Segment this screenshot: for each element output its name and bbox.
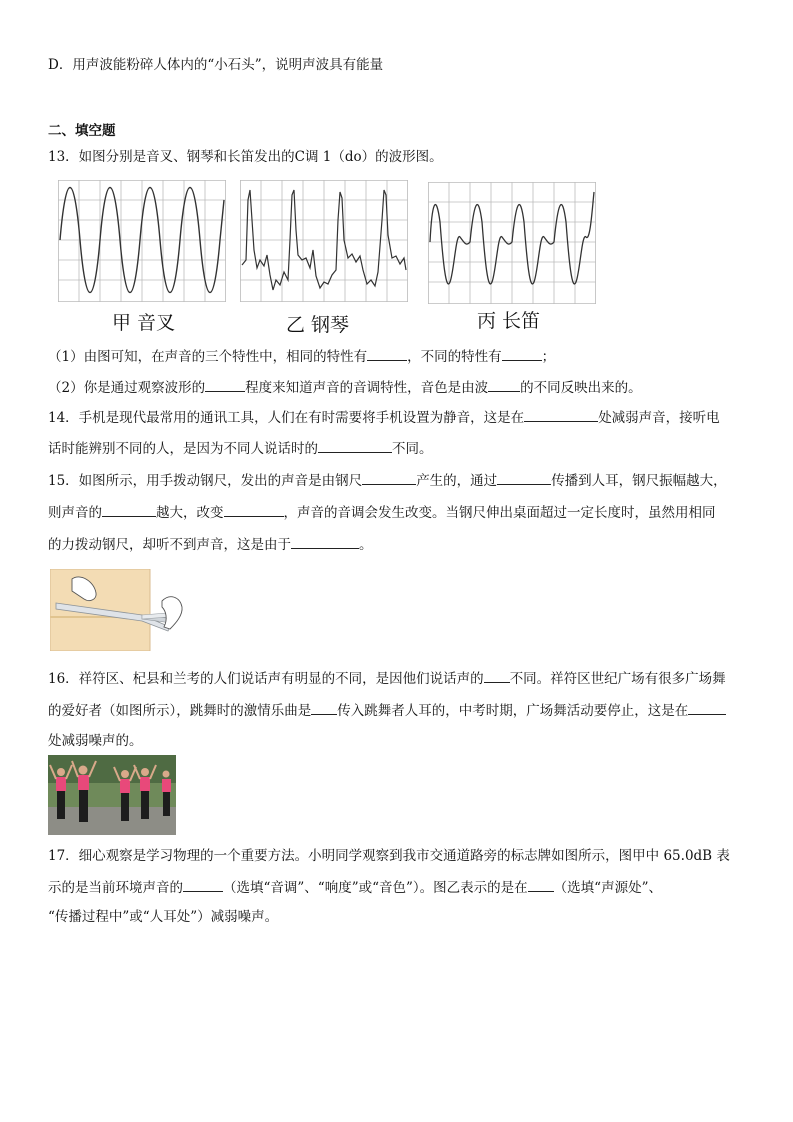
q15-line3: 的力拨动钢尺，却听不到声音，这是由于 。: [48, 534, 373, 555]
q15-line2: 则声音的 越大，改变 ，声音的音调会发生改变。当钢尺伸出桌面超过一定长度时，虽然用相同: [48, 502, 716, 523]
square-dance-photo: [48, 755, 176, 835]
q15-line1: 15．如图所示，用手拨动钢尺，发出的声音是由钢尺 产生的，通过 传播到人耳，钢尺振幅越大，: [48, 470, 727, 491]
label-piano: 乙 钢琴: [286, 314, 350, 336]
section-title: 二、填空题: [48, 123, 116, 139]
ruler-on-table-image: [50, 569, 186, 651]
q16-line1: 16．祥符区、杞县和兰考的人们说话声有明显的不同，是因他们说话声的 不同。祥符区世纪广场有很多广场舞: [48, 668, 726, 689]
q13-part1: （1）由图可知，在声音的三个特性中，相同的特性有 ，不同的特性有 ；: [48, 346, 555, 367]
q17-line3: “传播过程中”或“人耳处”）减弱噪声。: [48, 909, 279, 925]
q14-line2: 话时能辨别不同的人，是因为不同人说话时的 不同。: [48, 438, 433, 459]
q16-line3: 处减弱噪声的。: [48, 733, 143, 749]
piano-waveform: [240, 180, 408, 302]
label-tuning-fork: 甲 音叉: [112, 312, 176, 334]
q14-line1: 14．手机是现代最常用的通讯工具，人们在有时需要将手机设置为静音，这是在 处减弱声音，接听电: [48, 407, 720, 428]
option-d: D．用声波能粉碎人体内的“小石头”，说明声波具有能量: [48, 57, 384, 73]
q17-line2: 示的是当前环境声音的 （选填“音调”、“响度”或“音色”）。图乙表示的是在 （选填“声源处”、: [48, 877, 662, 898]
flute-waveform: [428, 182, 596, 304]
q17-line1: 17．细心观察是学习物理的一个重要方法。小明同学观察到我市交通道路旁的标志牌如图所示，图甲中 65.0dB 表: [48, 848, 730, 864]
tuning-fork-waveform: [58, 180, 226, 302]
q13-stem: 13．如图分别是音叉、钢琴和长笛发出的C调 1（do）的波形图。: [48, 149, 443, 165]
q16-line2: 的爱好者（如图所示），跳舞时的激情乐曲是 传入跳舞者人耳的，中考时期，广场舞活动要停止，这是在: [48, 700, 726, 721]
q13-part2: （2）你是通过观察波形的 程度来知道声音的音调特性，音色是由波 的不同反映出来的。: [48, 377, 642, 398]
label-flute: 丙 长笛: [477, 310, 541, 332]
